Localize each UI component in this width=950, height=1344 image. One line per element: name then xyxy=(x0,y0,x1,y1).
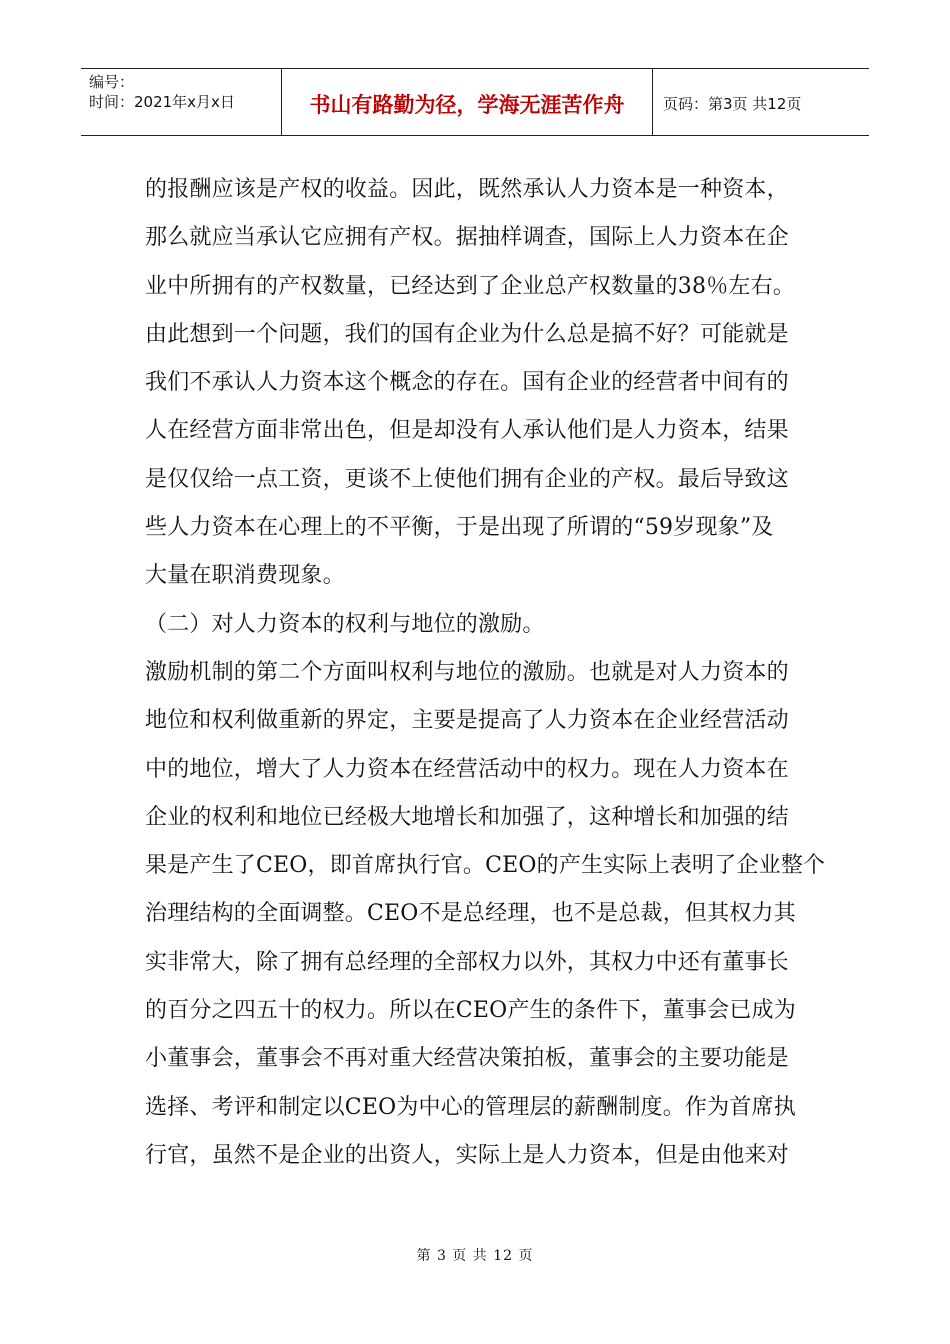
document-body xyxy=(145,166,826,1180)
text-line: 大量在职消费现象。 xyxy=(145,563,345,589)
text-line: 些人力资本在心理上的不平衡，于是出现了所谓的“59岁现象”及 xyxy=(145,515,774,541)
text-line: 的报酬应该是产权的收益。因此，既然承认人力资本是一种资本， xyxy=(145,177,789,202)
text-line: 中的地位，增大了人力资本在经营活动中的权力。现在人力资本在 xyxy=(145,756,789,782)
header-meta xyxy=(81,69,282,135)
text-line: 地位和权利做重新的界定，主要是提高了人力资本在企业经营活动 xyxy=(145,708,789,734)
text-line: 实非常大，除了拥有总经理的全部权力以外，其权力中还有董事长 xyxy=(145,949,789,975)
text-line: 治理结构的全面调整。CEO不是总经理，也不是总裁，但其权力其 xyxy=(145,901,796,927)
document-date: 时间：2021年x月x日 xyxy=(89,93,235,111)
text-line: 企业的权利和地位已经极大地增长和加强了，这种增长和加强的结 xyxy=(145,804,789,830)
page-header xyxy=(81,68,869,136)
text-line: 是仅仅给一点工资，更谈不上使他们拥有企业的产权。最后导致这 xyxy=(145,466,789,492)
text-line: 业中所拥有的产权数量，已经达到了企业总产权数量的38％左右。 xyxy=(145,273,795,299)
text-line: 人在经营方面非常出色，但是却没有人承认他们是人力资本，结果 xyxy=(145,418,789,444)
text-line: 果是产生了CEO，即首席执行官。CEO的产生实际上表明了企业整个 xyxy=(145,853,826,879)
text-line: 我们不承认人力资本这个概念的存在。国有企业的经营者中间有的 xyxy=(145,370,789,396)
text-line: 小董事会，董事会不再对重大经营决策拍板，董事会的主要功能是 xyxy=(145,1046,789,1072)
text-line: 行官，虽然不是企业的出资人，实际上是人力资本，但是由他来对 xyxy=(145,1142,789,1168)
section-heading: （二）对人力资本的权利与地位的激励。 xyxy=(145,611,545,637)
page-footer: 第 3 页 共 12 页 xyxy=(416,1248,534,1264)
header-page-info: 页码：第3页 共12页 xyxy=(663,94,802,113)
text-line: 由此想到一个问题，我们的国有企业为什么总是搞不好？可能就是 xyxy=(145,321,789,347)
text-line: 激励机制的第二个方面叫权利与地位的激励。也就是对人力资本的 xyxy=(145,659,789,685)
text-line: 那么就应当承认它应拥有产权。据抽样调查，国际上人力资本在企 xyxy=(145,225,789,251)
text-line: 的百分之四五十的权力。所以在CEO产生的条件下，董事会已成为 xyxy=(145,998,796,1024)
header-motto: 书山有路勤为径，学海无涯苦作舟 xyxy=(282,69,653,135)
document-number-label: 编号： xyxy=(89,73,135,91)
text-line: 选择、考评和制定以CEO为中心的管理层的薪酬制度。作为首席执 xyxy=(145,1094,796,1120)
